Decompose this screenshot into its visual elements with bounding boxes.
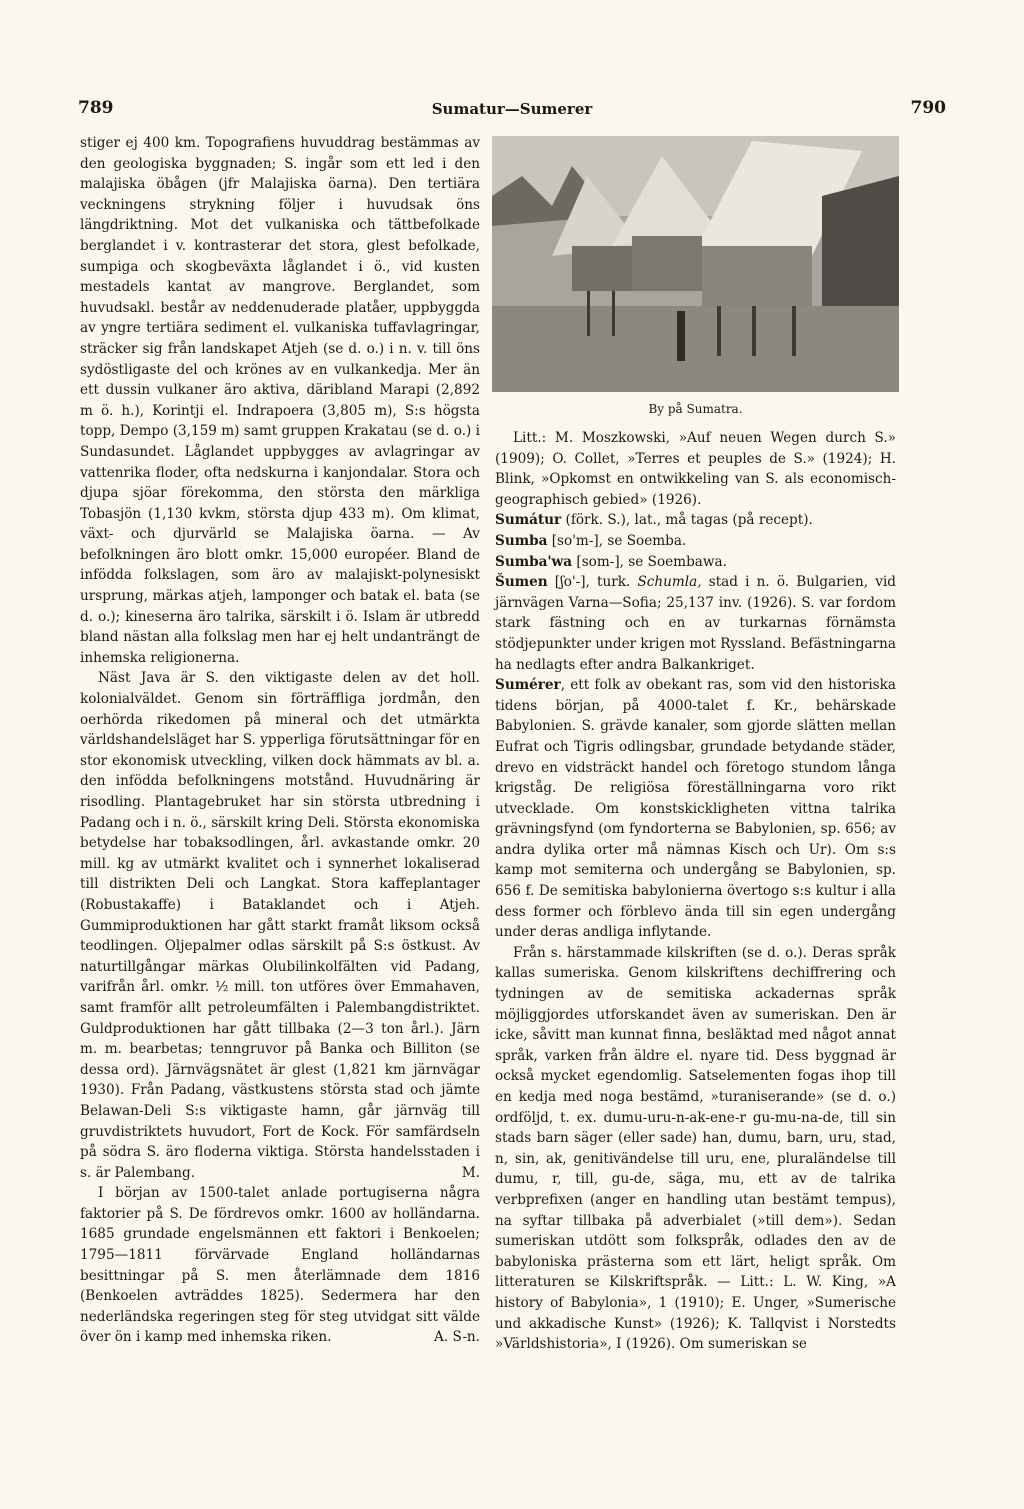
village-photo [492, 136, 899, 392]
history-text: I början av 1500-talet anlade portugiserna några faktorier på S. De fördrevos omkr. 1600 av holländarna. 1685 grundade engelsmännen ett faktori i Benkoelen; 1795—1811 förvärvade England holländarnas besittningar på S. men återlämnade dem 1816 (Benkoelen avträddes 1825). Sedermera har den nederländska regeringen steg för steg utvidgat sitt välde över ön i kamp med inhemska riken. [80, 1185, 480, 1346]
article-paragraph-economy [80, 668, 480, 1183]
left-column [80, 133, 480, 1348]
history-signature: A. S-n. [434, 1329, 480, 1346]
entry-sumba-body: [so'm-], se Soemba. [547, 532, 687, 549]
entry-sumba-head: Sumba [495, 532, 548, 549]
entry-sumen-body: stad i n. ö. Bulgarien, vid järnvägen Varna—Sofia; 25,137 inv. (1926). S. var fordom stark fästning och en av turkarnas förnämsta stödjepunkter under krigen mot Ryssland. Befästningarna ha nedlagts efter andra Balkankriget. [495, 574, 897, 673]
entry-sumerer [495, 675, 896, 943]
entry-sumerer-head: Sumérer [495, 677, 561, 694]
entry-sumbawa-head: Sumba'wa [495, 553, 573, 570]
right-column [495, 428, 896, 1355]
right-page-number: 790 [910, 98, 946, 118]
entry-sumbawa [495, 552, 896, 573]
economy-text: Näst Java är S. den viktigaste delen av det holl. kolonialväldet. Genom sin förträffliga jordmån, den oerhörda rikedomen på mineral och det utmärkta världshandelsläget har S. ypperliga förutsättningar för en stor ekonomisk utveckling, vilken dock hämmats av bl. a. den infödda befolkningens motstånd. Huvudnäring är risodling. Plantagebruket har sin största utbredning i Padang och i n. ö., särskilt kring Deli. Största ekonomiska betydelse har tobaksodlingen, årl. avkastande omkr. 20 mill. kg av utmärkt kvalitet och i synnerhet lokaliserad till distrikten Deli och Langkat. Stora kaffeplantager (Robustakaffe) i Bataklandet och i Atjeh. Gummiproduktionen har gått starkt framåt liksom också teodlingen. Oljepalmer odlas särskilt på S:s östkust. Av naturtillgångar märkas Olubilinkolfälten vid Padang, varifrån årl. omkr. ½ mill. ton utföres över Emmahaven, samt framför allt petroleumfälten i Palembangdistriktet. Guldproduktionen har gått tillbaka (2—3 ton årl.). Järn m. m. bearbetas; tenngruvor på Banka och Billiton (se dessa ord). Järnvägsnätet är glest (1,821 km järnvägar 1930). Från Padang, västkustens största stad och jämte Belawan-Deli S:s viktigaste hamn, går järnväg till gruvdistriktets huvudort, Fort de Kock. För samfärdseln på södra S. äro floderna viktiga. Största handelsstaden i s. är Palembang. [80, 670, 480, 1181]
entry-sumbawa-body: [som-], se Soembawa. [572, 553, 727, 570]
article-paragraph-geography: stiger ej 400 km. Topografiens huvuddrag bestämmas av den geologiska byggnaden; S. ingår som ett led i den malajiska öbågen (jfr Malajiska öarna). Den tertiära veckningens strykning följer i huvudsak öns längdriktning. Mot det vulkaniska och tättbefolkade berglandet i v. kontrasterar det stora, glest befolkade, sumpiga och skogbeväxta låglandet i ö., vid kusten mestadels kantat av mangrove. Berglandet, som huvudsakl. består av neddenuderade platåer, uppbyggda av yngre tertiära sediment el. vulkaniska tuffavlagringar, sträcker sig från landskapet Atjeh (se d. o.) i n. v. till öns sydöstligaste del och krönes av en vulkankedja. Mer än ett dussin vulkaner äro aktiva, däribland Marapi (2,892 m ö. h.), Korintji el. Indrapoera (3,805 m), S:s högsta topp, Dempo (3,159 m) samt gruppen Krakatau (se d. o.) i Sundasundet. Låglandet uppbygges av avlagringar av vattenrika floder, ofta nedskurna i kanjondalar. Stora och djupa sjöar förekomma, den största den märkliga Tobasjön (1,130 kvkm, största djup 433 m). Om klimat, växt- och djurvärld se Malajiska öarna. — Av befolkningen äro blott omkr. 15,000 européer. Bland de infödda folkslagen, som äro av malajiskt-polynesiskt ursprung, märkas atjeh, lamponger och batak el. bata (se d. o.); kineserna äro talrika, särskilt i ö. Islam är utbredd bland nästan alla folkslag men har ej helt undanträngt de inhemska religionerna. [80, 135, 480, 666]
photo-caption: By på Sumatra. [648, 402, 743, 416]
entry-sumerer-language: Från s. härstammade kilskriften (se d. o.). Deras språk kallas sumeriska. Genom kilskriftens dechiffrering och tydningen av de semitiska ackadernas språk möjliggjordes utforskandet även av sumeriskan. Den är icke, såvitt man kunnat finna, besläktad med något annat språk, varken från äldre el. nyare tid. Dess byggnad är också mycket egendomlig. Satselementen fogas ihop till en kedja med noga bestämd, »turaniserande» (se d. o.) ordföljd, t. ex. dumu-uru-n-ak-ene-r gu-mu-na-de, till sin stads barn säger (eller sade) han, dumu, barn, uru, stad, n, sin, ak, genitivändelse till uru, ene, pluraländelse till dumu, r, till, gu-de, säga, mu, ett av de talrika verbprefixen (anger en handling utan bestämt tempus), na syftar tillbaka på adverbialet (»till dem»). Sedan sumeriskan utdött som folkspråk, odlades den av de babyloniska prästerna som ett lärt, heligt språk. Om litteraturen se Kilskriftspråk. — Litt.: L. W. King, »A history of Babylonia», 1 (1910); E. Unger, »Sumerische und akkadische Kunst» (1926); K. Tallqvist i Norstedts »Världshistoria», I (1926). Om sumeriskan se [495, 944, 896, 1353]
entry-sumen-head: Šumen [495, 574, 548, 591]
entry-sumerer-body: , ett folk av obekant ras, som vid den historiska tidens början, på 4000-talet f. Kr., behärskade Babylonien. S. grävde kanaler, som gjorde slätten mellan Eufrat och Tigris odlingsbar, grundade betydande städer, drevo en vidsträckt handel och företogo stundom långa krigståg. De religiösa föreställningarna voro rikt utvecklade. Om konstskickligheten vittna talrika grävningsfynd (om fyndorterna se Babylonien, sp. 656; av andra dylika orter må nämnas Kisch och Ur). Om s:s kamp mot semiterna och undergång se Babylonien, sp. 656 f. De semitiska babylonierna övertogo s:s kultur i alla dess former och förblevo ända till sin egen undergång under deras andliga inflytande. [495, 677, 896, 941]
economy-signature: M. [461, 1164, 480, 1181]
entry-sumatur-head: Sumátur [495, 512, 562, 529]
running-title: Sumatur—Sumerer [431, 100, 593, 118]
village-photo-illustration [492, 136, 899, 392]
entry-sumen-italic: Schumla, [637, 574, 702, 591]
entry-sumen-pre: [ʃo'-], turk. [547, 574, 638, 591]
entry-sumatur [495, 510, 896, 531]
entry-sumen [495, 572, 896, 675]
literature-reference: Litt.: M. Moszkowski, »Auf neuen Wegen durch S.» (1909); O. Collet, »Terres et peuples de S.» (1924); H. Blink, »Opkomst en ontwikkeling van S. als economisch-geographisch gebied» (1926). [495, 430, 896, 508]
entry-sumba [495, 531, 896, 552]
entry-sumatur-body: (förk. S.), lat., må tagas (på recept). [561, 512, 813, 529]
left-page-number: 789 [78, 98, 114, 118]
article-paragraph-history [80, 1183, 480, 1348]
